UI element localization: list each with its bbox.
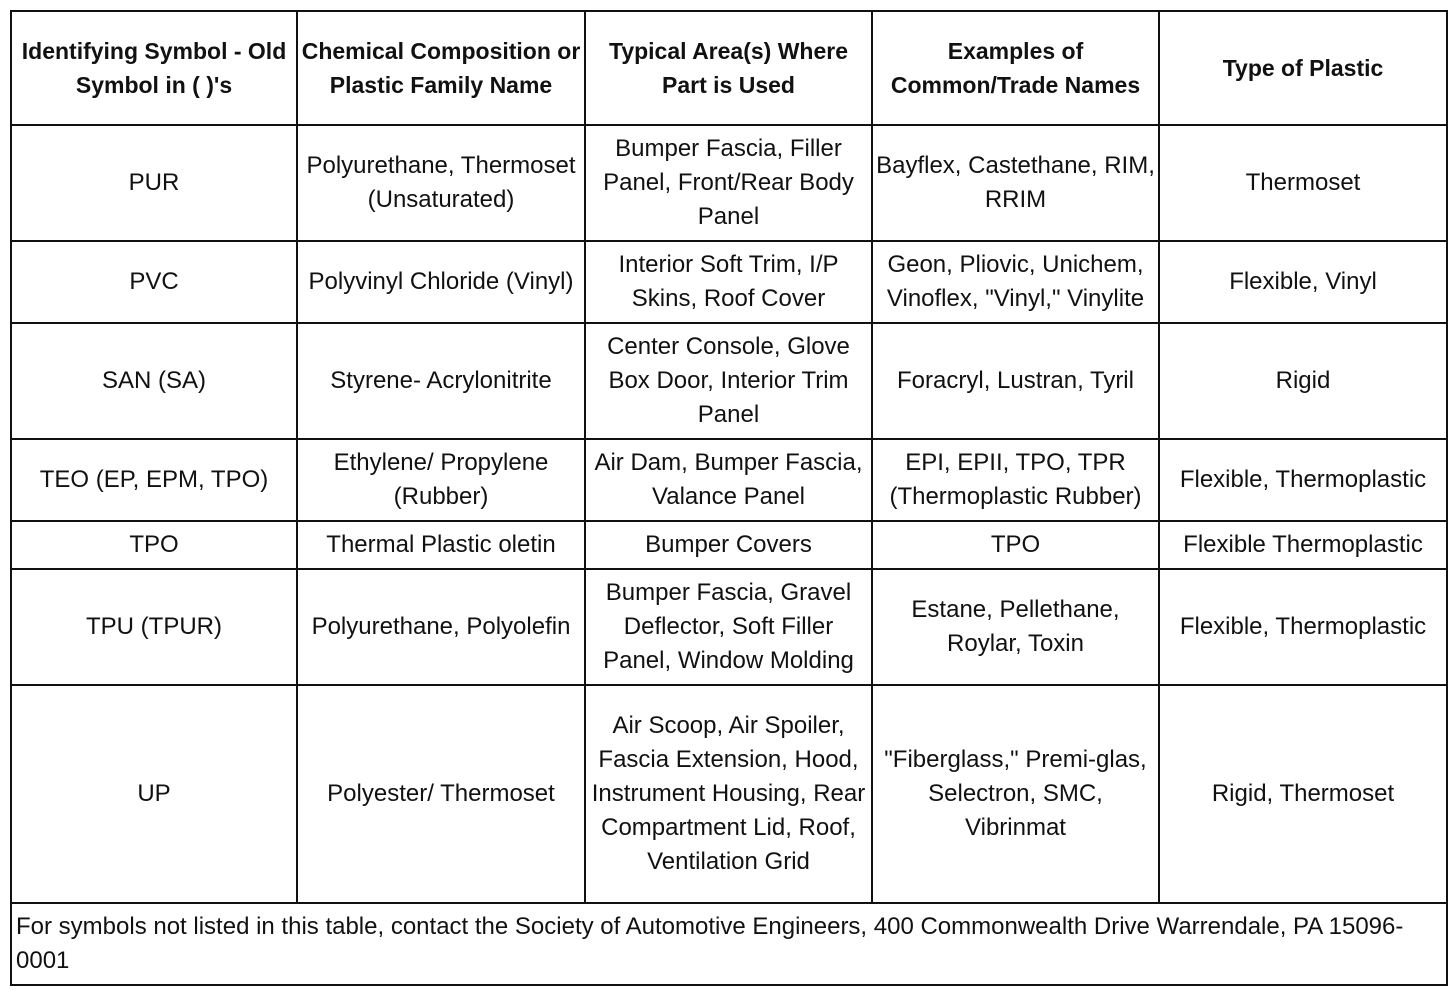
cell-type: Thermoset (1159, 125, 1447, 241)
cell-type: Flexible Thermoplastic (1159, 521, 1447, 569)
cell-symbol: TEO (EP, EPM, TPO) (11, 439, 297, 521)
table-row (11, 323, 1447, 439)
cell-areas: Air Scoop, Air Spoiler, Fascia Extension, Hood, Instrument Housing, Rear Compartment Lid, Roof, Ventilation Grid (585, 685, 872, 903)
header-identifying-symbol: Identifying Symbol - Old Symbol in ( )'s (11, 11, 297, 125)
cell-areas: Bumper Covers (585, 521, 872, 569)
cell-symbol: UP (11, 685, 297, 903)
cell-symbol: SAN (SA) (11, 323, 297, 439)
table-footnote: For symbols not listed in this table, contact the Society of Automotive Engineers, 400 Commonwealth Drive Warrendale, PA 15096-0001 (11, 903, 1447, 985)
cell-type: Flexible, Thermoplastic (1159, 439, 1447, 521)
cell-type: Flexible, Vinyl (1159, 241, 1447, 323)
cell-trade-names: Estane, Pellethane, Roylar, Toxin (872, 569, 1159, 685)
cell-trade-names: Geon, Pliovic, Unichem, Vinoflex, "Vinyl," Vinylite (872, 241, 1159, 323)
table-row (11, 521, 1447, 569)
cell-areas: Center Console, Glove Box Door, Interior Trim Panel (585, 323, 872, 439)
table-row (11, 241, 1447, 323)
cell-trade-names: TPO (872, 521, 1159, 569)
table-header-row (11, 11, 1447, 125)
cell-trade-names: "Fiberglass," Premi-glas, Selectron, SMC, Vibrinmat (872, 685, 1159, 903)
cell-chemical: Ethylene/ Propylene (Rubber) (297, 439, 585, 521)
plastic-identification-table (10, 10, 1448, 986)
table-row (11, 685, 1447, 903)
cell-chemical: Polyurethane, Thermoset (Unsaturated) (297, 125, 585, 241)
cell-trade-names: EPI, EPII, TPO, TPR (Thermoplastic Rubber) (872, 439, 1159, 521)
cell-areas: Bumper Fascia, Filler Panel, Front/Rear Body Panel (585, 125, 872, 241)
header-chemical-composition: Chemical Composition or Plastic Family Name (297, 11, 585, 125)
header-type-of-plastic: Type of Plastic (1159, 11, 1447, 125)
cell-type: Rigid, Thermoset (1159, 685, 1447, 903)
table-row (11, 439, 1447, 521)
cell-symbol: TPU (TPUR) (11, 569, 297, 685)
cell-symbol: TPO (11, 521, 297, 569)
cell-chemical: Polyester/ Thermoset (297, 685, 585, 903)
cell-trade-names: Bayflex, Castethane, RIM, RRIM (872, 125, 1159, 241)
cell-type: Flexible, Thermoplastic (1159, 569, 1447, 685)
cell-areas: Air Dam, Bumper Fascia, Valance Panel (585, 439, 872, 521)
cell-trade-names: Foracryl, Lustran, Tyril (872, 323, 1159, 439)
table-row (11, 569, 1447, 685)
footnote-row (11, 903, 1447, 985)
cell-chemical: Polyurethane, Polyolefin (297, 569, 585, 685)
cell-areas: Interior Soft Trim, I/P Skins, Roof Cover (585, 241, 872, 323)
cell-areas: Bumper Fascia, Gravel Deflector, Soft Filler Panel, Window Molding (585, 569, 872, 685)
cell-type: Rigid (1159, 323, 1447, 439)
table-row (11, 125, 1447, 241)
header-trade-names: Examples of Common/Trade Names (872, 11, 1159, 125)
cell-symbol: PUR (11, 125, 297, 241)
cell-symbol: PVC (11, 241, 297, 323)
cell-chemical: Styrene- Acrylonitrite (297, 323, 585, 439)
cell-chemical: Thermal Plastic oletin (297, 521, 585, 569)
cell-chemical: Polyvinyl Chloride (Vinyl) (297, 241, 585, 323)
header-typical-areas: Typical Area(s) Where Part is Used (585, 11, 872, 125)
